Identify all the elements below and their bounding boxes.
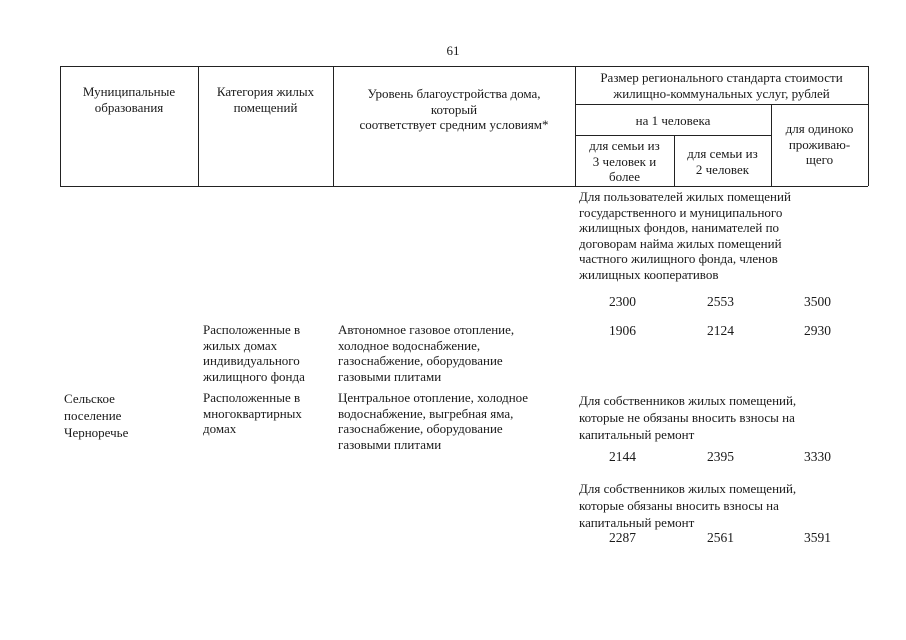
section-3-value-single: 3591 <box>804 530 831 545</box>
table-top-border <box>60 66 868 67</box>
header-municipality: Муниципальные образования <box>82 84 176 115</box>
header-family-2: для семьи из 2 человек <box>687 146 758 177</box>
section-1-title: Для пользователей жилых помещений государственного и муниципального жилищных фондов, нанимателей по договорам найма жилых помещений частного жилищного фонда, членов жилищных кооперативов <box>579 189 791 282</box>
row-apartment-category: Расположенные в многоквартирных домах <box>203 390 302 436</box>
row-individual-value-family2: 2124 <box>707 323 734 338</box>
table-header-bottom-border <box>60 186 868 187</box>
header-standard: Размер регионального стандарта стоимости жилищно-коммунальных услуг, рублей <box>600 70 843 101</box>
header-divider-2 <box>575 135 771 136</box>
section-1-value-single: 3500 <box>804 294 831 309</box>
section-2-value-family2: 2395 <box>707 449 734 464</box>
header-per-person: на 1 человека <box>635 113 711 128</box>
header-family-3: для семьи из 3 человек и более <box>589 138 660 184</box>
section-3-value-family2: 2561 <box>707 530 734 545</box>
table-right-border <box>868 66 869 186</box>
row-individual-value-family3: 1906 <box>609 323 636 338</box>
header-category: Категория жилых помещений <box>216 84 315 115</box>
page-number: 61 <box>446 43 460 58</box>
section-2-title: Для собственников жилых помещений, которые не обязаны вносить взносы на капитальный ремонт <box>579 393 797 442</box>
section-3-title: Для собственников жилых помещений, которые обязаны вносить взносы на капитальный ремонт <box>579 481 797 530</box>
section-1-value-family3: 2300 <box>609 294 636 309</box>
section-2-value-single: 3330 <box>804 449 831 464</box>
header-level: Уровень благоустройства дома, который соответствует средним условиям* <box>359 86 549 132</box>
row-individual-level: Автономное газовое отопление, холодное водоснабжение, газоснабжение, оборудование газовыми плитами <box>338 322 515 384</box>
row-apartment-level: Центральное отопление, холодное водоснабжение, выгребная яма, газоснабжение, оборудование газовыми плитами <box>338 390 529 452</box>
header-single: для одиноко проживаю- щего <box>785 121 854 167</box>
header-divider-1 <box>575 104 868 105</box>
municipality-name: Сельское поселение Черноречье <box>64 391 129 440</box>
section-2-value-family3: 2144 <box>609 449 636 464</box>
row-individual-category: Расположенные в жилых домах индивидуального жилищного фонда <box>203 322 305 384</box>
section-1-value-family2: 2553 <box>707 294 734 309</box>
row-individual-value-single: 2930 <box>804 323 831 338</box>
section-3-value-family3: 2287 <box>609 530 636 545</box>
